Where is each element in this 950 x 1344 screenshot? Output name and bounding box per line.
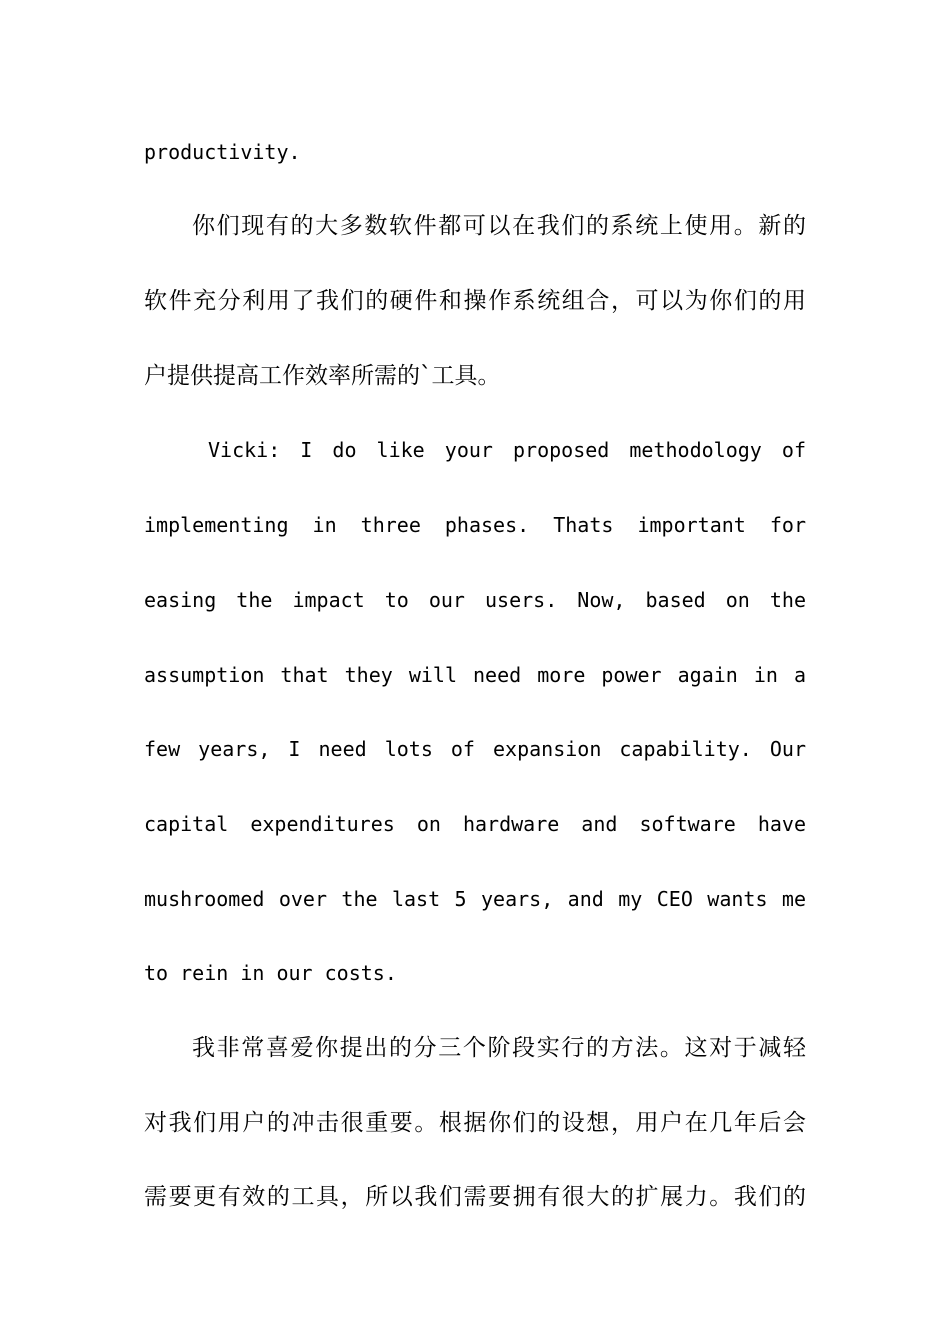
text-line: 我非常喜爱你提出的分三个阶段实行的方法。这对于减轻 [192, 1035, 806, 1061]
text-line: capital expenditures on hardware and software have [144, 812, 806, 836]
text-line: 你们现有的大多数软件都可以在我们的系统上使用。新的 [192, 213, 806, 239]
text-line: assumption that they will need more power again in a [144, 663, 806, 687]
text-line: few years, I need lots of expansion capability. Our [144, 737, 806, 761]
text-line: implementing in three phases. Thats important for [144, 513, 806, 537]
text-line: to rein in our costs. [144, 961, 397, 985]
text-line: 对我们用户的冲击很重要。根据你们的设想，用户在几年后会 [144, 1110, 806, 1136]
text-line: 需要更有效的工具，所以我们需要拥有很大的扩展力。我们的 [144, 1184, 806, 1210]
text-line: 户提供提高工作效率所需的`工具。 [144, 363, 501, 389]
text-line: mushroomed over the last 5 years, and my CEO wants me [144, 887, 806, 911]
text-line: 软件充分利用了我们的硬件和操作系统组合，可以为你们的用 [144, 288, 806, 314]
text-line: easing the impact to our users. Now, based on the [144, 588, 806, 612]
text-line: productivity. [144, 140, 301, 164]
text-line: Vicki: I do like your proposed methodology of [208, 438, 806, 462]
